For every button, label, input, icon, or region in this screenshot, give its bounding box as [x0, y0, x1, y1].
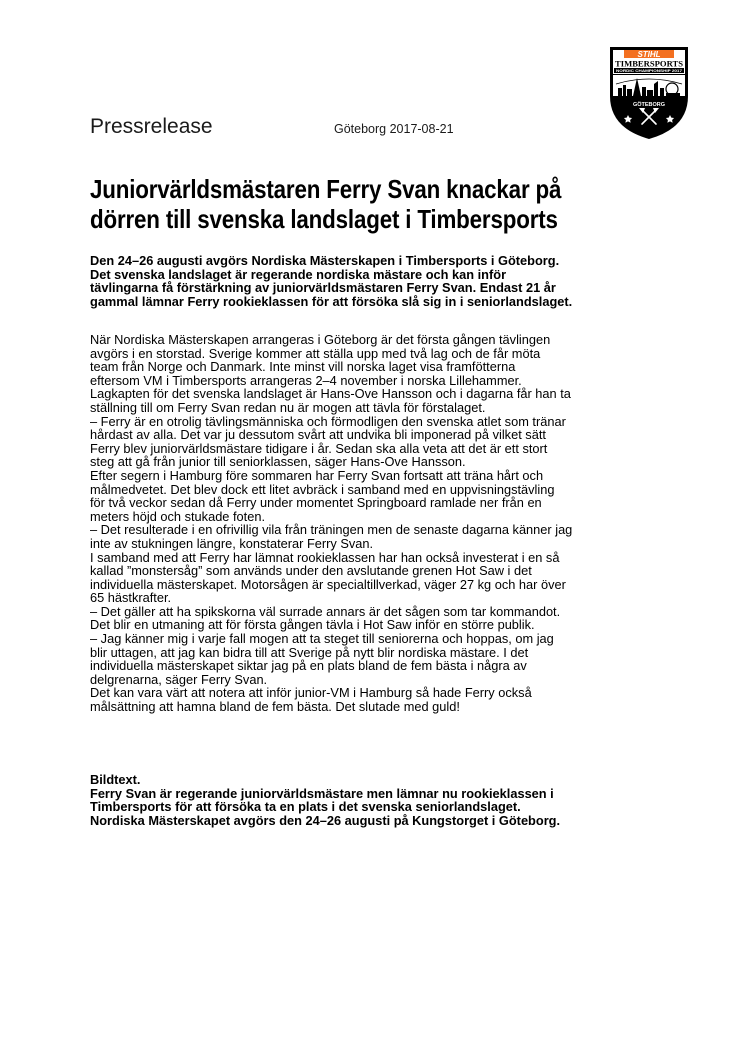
logo-event-text: NORDIC CHAMPIONSHIP 2017: [616, 69, 682, 74]
body-line: team från Norge och Danmark. Inte minst vill norska laget visa framfötterna: [90, 359, 516, 375]
body-line: kallad ”monstersåg” som används under den avslutande grenen Hot Saw i det: [90, 563, 532, 579]
body-line: Det blir en utmaning att för första gången tävla i Hot Saw inför en större publik.: [90, 617, 535, 633]
body-line: individuella mästerskapet. Motorsågen är specialtillverkad, väger 27 kg och har över: [90, 576, 566, 592]
body-line: Lagkapten för det svenska landslaget är Hans-Ove Hansson och i dagarna får han ta: [90, 386, 571, 402]
body-line: Det kan vara värt att notera att inför junior-VM i Hamburg så hade Ferry också: [90, 685, 532, 701]
body-text: [90, 333, 670, 714]
logo-brand-text: STIHL: [637, 50, 661, 59]
body-line: målsättning att hamna bland de fem bästa. Det slutade med guld!: [90, 699, 460, 715]
caption-line: Timbersports för att försöka ta en plats i det svenska seniorlandslaget.: [90, 799, 521, 815]
body-line: – Det gäller att ha spikskorna väl surrade annars är det sågen som tar kommandot.: [90, 603, 561, 619]
body-line: för två veckor sedan då Ferry under momentet Springboard ramlade ner från en: [90, 495, 542, 511]
lead-paragraph: [90, 254, 670, 308]
body-line: meters höjd och stukade foten.: [90, 508, 265, 524]
image-caption: [90, 773, 670, 827]
body-line: hårdast av alla. Det var ju dessutom svårt att undvika bli imponerad på vilket sätt: [90, 427, 546, 443]
lead-line: Det svenska landslaget är regerande nordiska mästare och kan inför: [90, 266, 507, 282]
caption-line: Ferry Svan är regerande juniorvärldsmästare men lämnar nu rookieklassen i: [90, 785, 554, 801]
body-line: delgrenarna, säger Ferry Svan.: [90, 671, 268, 687]
logo-product-text: TIMBERSPORTS: [615, 59, 684, 69]
headline-line: dörren till svenska landslaget i Timbersports: [90, 204, 558, 234]
body-line: I samband med att Ferry har lämnat rookieklassen har han också investerat i en så: [90, 549, 560, 565]
lead-line: gammal lämnar Ferry rookieklassen för att försöka slå sig in i seniorlandslaget.: [90, 293, 573, 309]
document-date: Göteborg 2017-08-21: [334, 122, 454, 136]
headline-line: Juniorvärldsmästaren Ferry Svan knackar på: [90, 174, 562, 204]
body-line: steg att gå från junior till seniorklassen, säger Hans-Ove Hansson.: [90, 454, 466, 470]
body-line: – Ferry är en otrolig tävlingsmänniska och förmodligen den svenska atlet som tränar: [90, 413, 566, 429]
body-line: blir uttagen, att jag kan bidra till att Sverige på nytt blir nordiska mästare. I det: [90, 644, 529, 660]
body-line: Efter segern i Hamburg före sommaren har Ferry Svan fortsatt att träna hårt och: [90, 467, 544, 483]
body-line: När Nordiska Mästerskapen arrangeras i Göteborg är det första gången tävlingen: [90, 332, 551, 347]
headline: [90, 174, 572, 234]
body-line: eftersom VM i Timbersports arrangeras 2–4 november i norska Lillehammer.: [90, 372, 522, 388]
body-line: 65 hästkrafter.: [90, 590, 172, 606]
body-line: – Jag känner mig i varje fall mogen att ta steget till seniorerna och hoppas, om jag: [90, 631, 554, 647]
logo-city-text: GÖTEBORG: [632, 102, 666, 108]
caption-line: Nordiska Mästerskapet avgörs den 24–26 augusti på Kungstorget i Göteborg.: [90, 812, 561, 828]
document-type: Pressrelease: [90, 115, 213, 138]
body-line: Ferry blev juniorvärldsmästare tidigare i år. Sedan ska alla veta att det är ett stort: [90, 440, 548, 456]
caption-label: Bildtext.: [90, 772, 141, 787]
body-line: individuella mästerskapet siktar jag på en plats bland de fem bästa i några av: [90, 658, 527, 674]
body-line: avgörs i en storstad. Sverige kommer att ställa upp med två lag och de får möta: [90, 345, 541, 361]
lead-line: tävlingarna få förstärkning av juniorvärldsmästaren Ferry Svan. Endast 21 år: [90, 280, 556, 296]
body-line: inte av stukningen längre, konstaterar Ferry Svan.: [90, 535, 374, 551]
body-line: målmedvetet. Det blev dock ett litet avbräck i samband med en uppvisningstävling: [90, 481, 555, 497]
badge-shield-icon: [606, 44, 692, 141]
body-line: – Det resulterade i en ofrivillig vila från träningen men de senaste dagarna känner jag: [90, 522, 573, 538]
stihl-timbersports-logo: [606, 44, 692, 141]
lead-line: Den 24–26 augusti avgörs Nordiska Mästerskapen i Timbersports i Göteborg.: [90, 253, 560, 268]
body-line: ställning till om Ferry Svan redan nu är mogen att tävla för förstalaget.: [90, 399, 486, 415]
